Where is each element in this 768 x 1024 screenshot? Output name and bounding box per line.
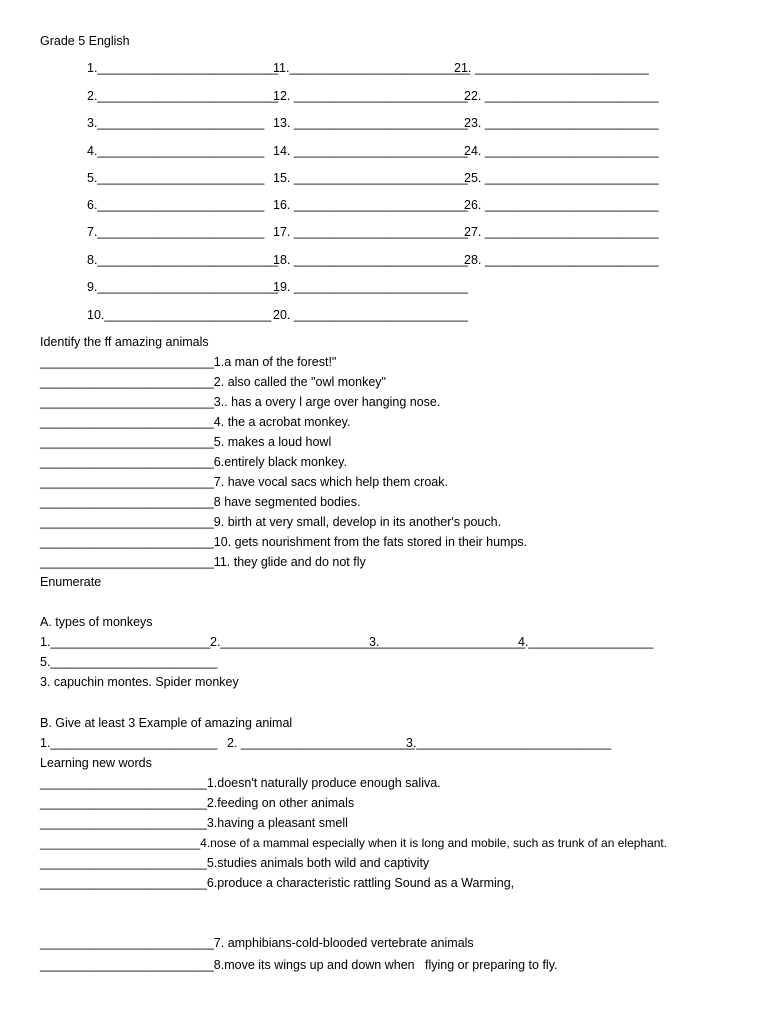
- answer-blank: 7.________________________: [87, 225, 265, 239]
- answer-blank: 28. _________________________: [464, 253, 659, 267]
- answer-blank: 6.________________________: [87, 198, 265, 212]
- identify-item: _________________________8 have segmented bodies.: [40, 495, 361, 509]
- subsection-heading: B. Give at least 3 Example of amazing animal: [40, 716, 293, 730]
- answer-blank: 10.________________________: [87, 308, 272, 322]
- identify-item: _________________________5. makes a loud howl: [40, 435, 332, 449]
- vocab-item: ________________________6.produce a characteristic rattling Sound as a Warming,: [40, 876, 515, 890]
- answer-blank: 8.__________________________: [87, 253, 279, 267]
- vocab-item: ________________________5.studies animals both wild and captivity: [40, 856, 430, 870]
- answer-blank: 15. _________________________: [273, 171, 468, 185]
- answer-blank: 19. _________________________: [273, 280, 468, 294]
- answer-blank: 1.________________________: [40, 736, 218, 750]
- answer-blank: 14. _________________________: [273, 144, 468, 158]
- answer-blank: 3._____________________: [369, 635, 526, 649]
- answer-blank: 5.________________________: [40, 655, 218, 669]
- answer-blank: 2._______________________: [210, 635, 381, 649]
- answer-blank: 4.________________________: [87, 144, 265, 158]
- answer-blank: 27. _________________________: [464, 225, 659, 239]
- answer-blank: 4.__________________: [518, 635, 654, 649]
- identify-item: _________________________2. also called the "owl monkey": [40, 375, 386, 389]
- answer-blank: 3.________________________: [87, 116, 265, 130]
- vocab-item: ________________________4.nose of a mammal especially when it is long and mobile, such as trunk of an elephant.: [40, 836, 668, 850]
- answer-blank: 5.________________________: [87, 171, 265, 185]
- answer-blank: 23. _________________________: [464, 116, 659, 130]
- answer-blank: 1.__________________________: [87, 61, 279, 75]
- identify-item: _________________________3.. has a overy l arge over hanging nose.: [40, 395, 441, 409]
- answer-blank: 12. _________________________: [273, 89, 468, 103]
- vocab-item: _________________________8.move its wings up and down when flying or preparing to fly.: [40, 958, 558, 972]
- identify-item: _________________________7. have vocal sacs which help them croak.: [40, 475, 448, 489]
- vocab-item: ________________________2.feeding on other animals: [40, 796, 355, 810]
- identify-item: _________________________10. gets nourishment from the fats stored in their humps.: [40, 535, 528, 549]
- answer-blank: 11.__________________________: [273, 61, 471, 75]
- identify-item: _________________________9. birth at very small, develop in its another's pouch.: [40, 515, 502, 529]
- answer-blank: 9.__________________________: [87, 280, 279, 294]
- answer-blank: 21. _________________________: [454, 61, 649, 75]
- answer-blank: 17. _________________________: [273, 225, 468, 239]
- vocab-item: ________________________1.doesn't naturally produce enough saliva.: [40, 776, 441, 790]
- section-heading: Learning new words: [40, 756, 152, 770]
- vocab-item: _________________________7. amphibians-cold-blooded vertebrate animals: [40, 936, 474, 950]
- answer-blank: 1._______________________: [40, 635, 211, 649]
- answer-blank: 13. _________________________: [273, 116, 468, 130]
- answer-blank: 2. _________________________: [227, 736, 415, 750]
- answer-blank: 18. _________________________: [273, 253, 468, 267]
- answer-blank: 2.__________________________: [87, 89, 279, 103]
- answer-blank: 24. _________________________: [464, 144, 659, 158]
- identify-item: _________________________6.entirely black monkey.: [40, 455, 347, 469]
- identify-item: _________________________4. the a acrobat monkey.: [40, 415, 351, 429]
- answer-note: 3. capuchin montes. Spider monkey: [40, 675, 239, 689]
- identify-item: _________________________1.a man of the forest!": [40, 355, 337, 369]
- answer-blank: 26. _________________________: [464, 198, 659, 212]
- section-heading: Enumerate: [40, 575, 102, 589]
- answer-blank: 20. _________________________: [273, 308, 468, 322]
- page-title: Grade 5 English: [40, 34, 130, 48]
- section-heading: Identify the ff amazing animals: [40, 335, 209, 349]
- answer-blank: 16. _________________________: [273, 198, 468, 212]
- answer-blank: 3.____________________________: [406, 736, 612, 750]
- answer-blank: 25. _________________________: [464, 171, 659, 185]
- answer-blank: 22. _________________________: [464, 89, 659, 103]
- subsection-heading: A. types of monkeys: [40, 615, 153, 629]
- vocab-item: ________________________3.having a pleasant smell: [40, 816, 348, 830]
- identify-item: _________________________11. they glide and do not fly: [40, 555, 366, 569]
